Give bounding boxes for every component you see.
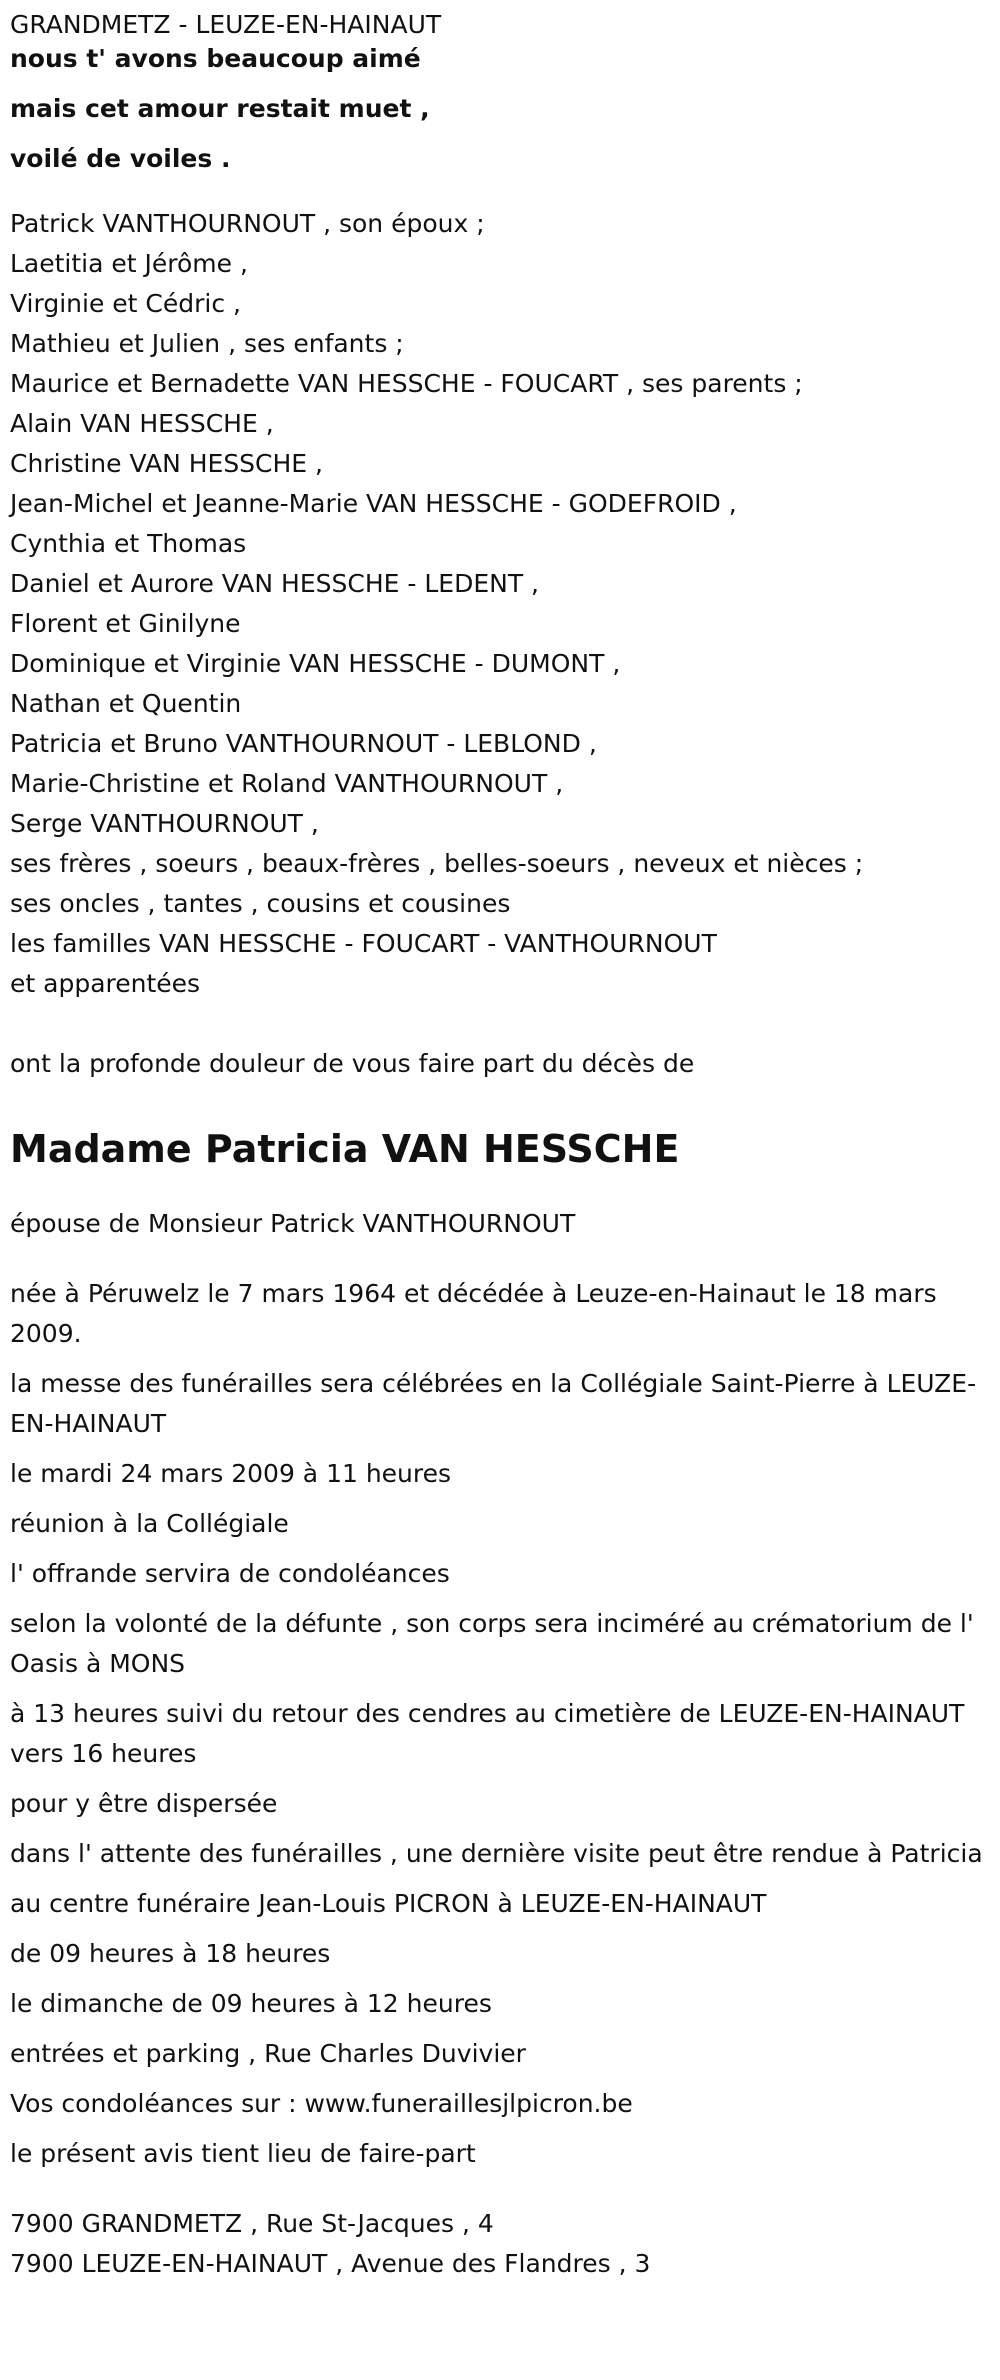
announcement-intro: ont la profonde douleur de vous faire part du décès de: [10, 1049, 695, 1078]
family-member: Laetitia et Jérôme ,: [10, 249, 248, 278]
detail-line: le dimanche de 09 heures à 12 heures: [10, 1989, 492, 2018]
detail-line: selon la volonté de la défunte , son corps sera inciméré au crématorium de l' Oasis à MONS: [10, 1609, 974, 1678]
detail-line: au centre funéraire Jean-Louis PICRON à LEUZE-EN-HAINAUT: [10, 1889, 767, 1918]
family-member: Mathieu et Julien , ses enfants ;: [10, 329, 404, 358]
family-list: [10, 204, 995, 1004]
family-member: Christine VAN HESSCHE ,: [10, 449, 324, 478]
deceased-name: Madame Patricia VAN HESSCHE: [10, 1127, 680, 1171]
detail-line: née à Péruwelz le 7 mars 1964 et décédée à Leuze-en-Hainaut le 18 mars 2009.: [10, 1279, 937, 1348]
spouse-line: épouse de Monsieur Patrick VANTHOURNOUT: [10, 1209, 576, 1238]
family-member: Florent et Ginilyne: [10, 609, 241, 638]
detail-line: de 09 heures à 18 heures: [10, 1939, 331, 1968]
family-member: Nathan et Quentin: [10, 689, 242, 718]
family-member: Daniel et Aurore VAN HESSCHE - LEDENT ,: [10, 569, 539, 598]
poem: [10, 42, 995, 184]
address-line: 7900 GRANDMETZ , Rue St-Jacques , 4: [10, 2209, 494, 2238]
address-line: 7900 LEUZE-EN-HAINAUT , Avenue des Flandres , 3: [10, 2249, 651, 2278]
obituary-notice: [10, 8, 995, 2284]
poem-line: voilé de voiles .: [10, 144, 231, 173]
location-header: GRANDMETZ - LEUZE-EN-HAINAUT: [10, 10, 442, 39]
detail-line: l' offrande servira de condoléances: [10, 1559, 450, 1588]
family-member: Jean-Michel et Jeanne-Marie VAN HESSCHE - GODEFROID ,: [10, 489, 737, 518]
poem-line: mais cet amour restait muet ,: [10, 94, 430, 123]
family-member: Patricia et Bruno VANTHOURNOUT - LEBLOND ,: [10, 729, 597, 758]
family-member: Serge VANTHOURNOUT ,: [10, 809, 319, 838]
family-member: et apparentées: [10, 969, 201, 998]
family-member: Alain VAN HESSCHE ,: [10, 409, 274, 438]
funeral-details: [10, 1274, 995, 2174]
detail-line: le mardi 24 mars 2009 à 11 heures: [10, 1459, 452, 1488]
family-member: ses oncles , tantes , cousins et cousines: [10, 889, 511, 918]
detail-line: entrées et parking , Rue Charles Duvivier: [10, 2039, 526, 2068]
detail-line: le présent avis tient lieu de faire-part: [10, 2139, 476, 2168]
family-member: Virginie et Cédric ,: [10, 289, 241, 318]
family-member: ses frères , soeurs , beaux-frères , belles-soeurs , neveux et nièces ;: [10, 849, 864, 878]
family-member: Marie-Christine et Roland VANTHOURNOUT ,: [10, 769, 564, 798]
detail-line: réunion à la Collégiale: [10, 1509, 289, 1538]
detail-line: la messe des funérailles sera célébrées en la Collégiale Saint-Pierre à LEUZE-EN-HAINAUT: [10, 1369, 977, 1438]
detail-line: pour y être dispersée: [10, 1789, 278, 1818]
detail-line: à 13 heures suivi du retour des cendres au cimetière de LEUZE-EN-HAINAUT vers 16 heures: [10, 1699, 965, 1768]
family-member: Patrick VANTHOURNOUT , son époux ;: [10, 209, 485, 238]
addresses: [10, 2204, 995, 2284]
family-member: les familles VAN HESSCHE - FOUCART - VANTHOURNOUT: [10, 929, 717, 958]
condolences-website: Vos condoléances sur : www.funeraillesjlpicron.be: [10, 2089, 633, 2118]
family-member: Dominique et Virginie VAN HESSCHE - DUMONT ,: [10, 649, 621, 678]
family-member: Cynthia et Thomas: [10, 529, 247, 558]
detail-line: dans l' attente des funérailles , une dernière visite peut être rendue à Patricia: [10, 1839, 983, 1868]
family-member: Maurice et Bernadette VAN HESSCHE - FOUCART , ses parents ;: [10, 369, 803, 398]
poem-line: nous t' avons beaucoup aimé: [10, 44, 421, 73]
